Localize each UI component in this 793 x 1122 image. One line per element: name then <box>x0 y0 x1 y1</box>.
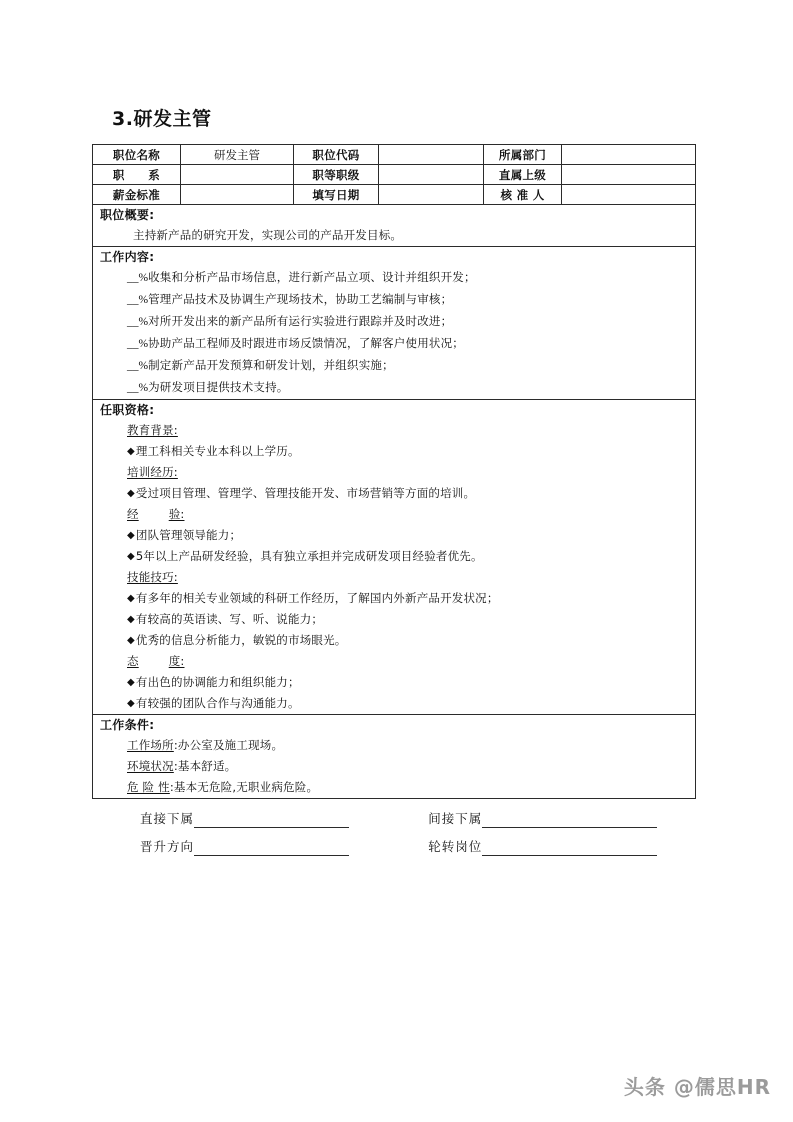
work-condition-value-hazard: :基本无危险,无职业病危险。 <box>169 780 319 794</box>
qualification-item-text: 优秀的信息分析能力，敏锐的市场眼光。 <box>135 633 347 647</box>
work-condition-item <box>93 735 695 756</box>
section-row-summary <box>93 205 696 247</box>
work-content-marker: __% <box>127 294 149 306</box>
section-title-qualifications: 任职资格: <box>100 403 155 417</box>
qualification-item-text: 有多年的相关专业领域的科研工作经历，了解国内外新产品开发状况； <box>135 591 499 605</box>
qualification-item <box>93 672 695 693</box>
qualification-group-heading <box>93 651 695 672</box>
field-value-fill-date[interactable] <box>379 185 484 205</box>
field-value-approver[interactable] <box>562 185 696 205</box>
page-title: 3.研发主管 <box>112 108 212 130</box>
diamond-bullet-icon: ◆ <box>127 530 135 541</box>
work-content-item-text: 协助产品工程师及时跟进市场反馈情况，了解客户使用状况； <box>148 336 464 350</box>
qualification-item-text: 有出色的协调能力和组织能力； <box>135 675 300 689</box>
section-work-conditions <box>93 715 696 799</box>
heading-part-2: 度: <box>168 654 185 668</box>
qualification-item <box>93 483 695 504</box>
footer-row <box>92 800 695 828</box>
field-label-position-code: 职位代码 <box>294 145 379 165</box>
work-condition-label-hazard: 危 险 性 <box>127 780 170 794</box>
qualification-item-text: 理工科相关专业本科以上学历。 <box>135 444 300 458</box>
qualification-heading-attitude <box>127 654 184 668</box>
footer-field-indirect-subordinates <box>422 809 695 828</box>
footer-field-direct-subordinates <box>92 809 422 828</box>
qualification-group-heading <box>93 462 695 483</box>
diamond-bullet-icon: ◆ <box>127 551 135 562</box>
section-row-work-content <box>93 247 696 400</box>
qualification-item-text: 有较高的英语读、写、听、说能力； <box>135 612 324 626</box>
qualification-item <box>93 588 695 609</box>
diamond-bullet-icon: ◆ <box>127 614 135 625</box>
work-content-item <box>93 355 695 377</box>
field-label-position-name: 职位名称 <box>93 145 181 165</box>
work-content-marker: __% <box>127 316 149 328</box>
qualification-group-heading <box>93 504 695 525</box>
work-condition-item <box>93 777 695 798</box>
work-condition-item <box>93 756 695 777</box>
diamond-bullet-icon: ◆ <box>127 677 135 688</box>
footer-label-direct-subordinates: 直接下属 <box>140 811 195 826</box>
qualification-item <box>93 630 695 651</box>
diamond-bullet-icon: ◆ <box>127 446 135 457</box>
diamond-bullet-icon: ◆ <box>127 698 135 709</box>
heading-part-1: 态 <box>127 654 139 668</box>
section-title-work-content: 工作内容: <box>100 250 155 264</box>
qualification-item-text: 团队管理领导能力； <box>135 528 242 542</box>
work-condition-value-workplace: :办公室及施工现场。 <box>173 738 284 752</box>
work-condition-label-environment: 环境状况 <box>127 759 174 773</box>
qualification-group-heading <box>93 567 695 588</box>
footer-blank-promotion-path[interactable] <box>194 842 349 856</box>
field-label-salary-standard: 薪金标准 <box>93 185 181 205</box>
qualification-item <box>93 693 695 714</box>
field-value-job-family[interactable] <box>181 165 294 185</box>
footer-field-promotion-path <box>92 837 422 856</box>
qualification-item <box>93 609 695 630</box>
footer-blank-direct-subordinates[interactable] <box>194 814 349 828</box>
diamond-bullet-icon: ◆ <box>127 593 135 604</box>
summary-text: 主持新产品的研究开发，实现公司的产品开发目标。 <box>133 228 403 242</box>
qualification-item-text: 有较强的团队合作与沟通能力。 <box>135 696 300 710</box>
footer-field-rotation-position <box>422 837 695 856</box>
field-value-job-grade[interactable] <box>379 165 484 185</box>
heading-part-1: 经 <box>127 507 139 521</box>
work-content-item <box>93 311 695 333</box>
section-title-summary: 职位概要: <box>100 208 155 222</box>
work-condition-value-environment: :基本舒适。 <box>173 759 237 773</box>
field-value-direct-superior[interactable] <box>562 165 696 185</box>
field-value-position-name[interactable]: 研发主管 <box>181 145 294 165</box>
work-condition-label-workplace: 工作场所 <box>127 738 174 752</box>
footer-label-rotation-position: 轮转岗位 <box>428 839 483 854</box>
work-content-item-text: 收集和分析产品市场信息，进行新产品立项、设计并组织开发； <box>148 270 476 284</box>
work-content-item <box>93 267 695 289</box>
qualification-heading-education: 教育背景: <box>127 423 178 437</box>
work-content-item-text: 为研发项目提供技术支持。 <box>148 380 289 394</box>
qualification-heading-experience <box>127 507 184 521</box>
diamond-bullet-icon: ◆ <box>127 635 135 646</box>
table-row <box>93 165 696 185</box>
qualification-group-heading <box>93 420 695 441</box>
work-content-item-text: 管理产品技术及协调生产现场技术，协助工艺编制与审核； <box>148 292 453 306</box>
work-content-marker: __% <box>127 338 149 350</box>
footer-fields <box>92 800 695 856</box>
qualification-item <box>93 525 695 546</box>
field-label-job-family: 职 系 <box>93 165 181 185</box>
footer-label-promotion-path: 晋升方向 <box>140 839 195 854</box>
field-label-job-grade: 职等职级 <box>294 165 379 185</box>
work-content-marker: __% <box>127 360 149 372</box>
table-row <box>93 145 696 165</box>
qualification-item-text: 5年以上产品研发经验，具有独立承担并完成研发项目经验者优先。 <box>135 549 483 563</box>
work-content-item <box>93 333 695 355</box>
footer-blank-rotation-position[interactable] <box>482 842 657 856</box>
work-content-item-text: 对所开发出来的新产品所有运行实验进行跟踪并及时改进； <box>148 314 453 328</box>
section-qualifications <box>93 400 696 715</box>
qualification-heading-training: 培训经历: <box>127 465 178 479</box>
work-content-marker: __% <box>127 382 149 394</box>
field-label-approver: 核 准 人 <box>484 185 562 205</box>
field-label-department: 所属部门 <box>484 145 562 165</box>
section-row-work-conditions <box>93 715 696 799</box>
work-content-item <box>93 289 695 311</box>
work-content-item-text: 制定新产品开发预算和研发计划，并组织实施； <box>148 358 394 372</box>
section-job-summary <box>93 205 696 247</box>
field-label-fill-date: 填写日期 <box>294 185 379 205</box>
field-value-position-code[interactable] <box>379 145 484 165</box>
section-row-qualifications <box>93 400 696 715</box>
qualification-item <box>93 441 695 462</box>
qualification-heading-skills: 技能技巧: <box>127 570 178 584</box>
work-content-marker: __% <box>127 272 149 284</box>
footer-row <box>92 828 695 856</box>
footer-label-indirect-subordinates: 间接下属 <box>428 811 483 826</box>
watermark: 头条 @儒思HR <box>623 1075 771 1099</box>
field-label-direct-superior: 直属上级 <box>484 165 562 185</box>
table-row <box>93 185 696 205</box>
field-value-department[interactable] <box>562 145 696 165</box>
work-content-item <box>93 377 695 399</box>
field-value-salary-standard[interactable] <box>181 185 294 205</box>
section-title-work-conditions: 工作条件: <box>100 718 155 732</box>
qualification-item <box>93 546 695 567</box>
job-description-table <box>92 144 696 799</box>
heading-part-2: 验: <box>168 507 185 521</box>
footer-blank-indirect-subordinates[interactable] <box>482 814 657 828</box>
section-work-content <box>93 247 696 400</box>
qualification-item-text: 受过项目管理、管理学、管理技能开发、市场营销等方面的培训。 <box>135 486 476 500</box>
diamond-bullet-icon: ◆ <box>127 488 135 499</box>
